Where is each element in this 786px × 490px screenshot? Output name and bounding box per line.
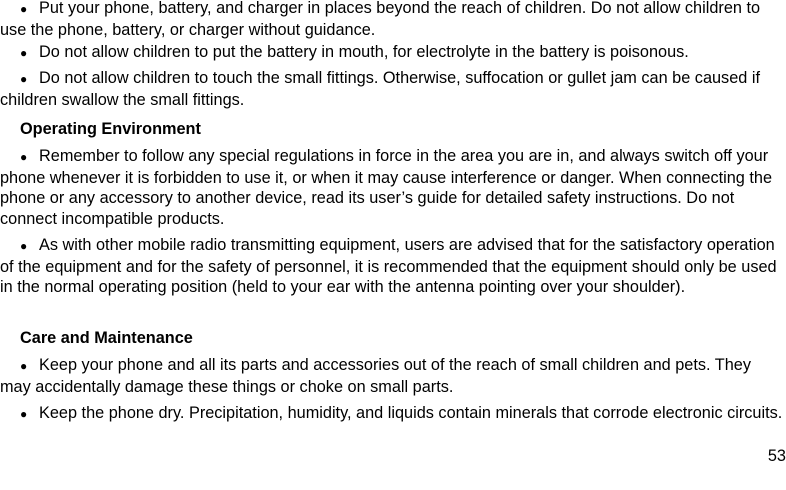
bullet-item — [0, 235, 786, 298]
bullet-item — [0, 68, 786, 110]
bullet-item — [0, 42, 786, 64]
bullet-item — [0, 403, 786, 425]
page-number: 53 — [767, 447, 786, 465]
bullet-text: Do not allow children to touch the small fittings. Otherwise, suffocation or gullet jam can be caused if children swallow the small fittings. — [0, 69, 760, 109]
bullet-text: Remember to follow any special regulations in force in the area you are in, and always switch off your phone whenever it is forbidden to use it, or when it may cause interference or danger. When connecting the phone or any accessory to another device, read its user’s guide for detailed safety instructions. Do not connect incompatible products. — [0, 147, 773, 228]
bullet-text: Keep the phone dry. Precipitation, humidity, and liquids contain minerals that corrode electronic circuits. — [39, 404, 783, 422]
bullet-item — [0, 355, 786, 397]
bullet-item — [0, 0, 786, 40]
bullet-icon: ● — [20, 72, 28, 86]
bullet-text: Keep your phone and all its parts and accessories out of the reach of small children and pets. They may accidentally damage these things or choke on small parts. — [0, 356, 751, 396]
bullet-item — [0, 146, 786, 229]
bullet-icon: ● — [20, 46, 28, 60]
bullet-icon: ● — [20, 150, 28, 164]
bullet-icon: ● — [20, 359, 28, 373]
bullet-icon: ● — [20, 407, 28, 421]
bullet-icon: ● — [20, 239, 28, 253]
bullet-text: As with other mobile radio transmitting equipment, users are advised that for the satisfactory operation of the equipment and for the safety of personnel, it is recommended that the equipment should only be used in the normal operating position (held to your ear with the antenna pointing over your shoulder). — [0, 236, 777, 296]
section-heading-operating-environment: Operating Environment — [20, 120, 201, 138]
section-heading-care-and-maintenance: Care and Maintenance — [20, 329, 193, 347]
bullet-text: Do not allow children to put the battery in mouth, for electrolyte in the battery is poisonous. — [39, 43, 689, 61]
bullet-icon: ● — [20, 2, 28, 16]
bullet-text: Put your phone, battery, and charger in places beyond the reach of children. Do not allow children to use the phone, battery, or charger without guidance. — [0, 0, 761, 39]
